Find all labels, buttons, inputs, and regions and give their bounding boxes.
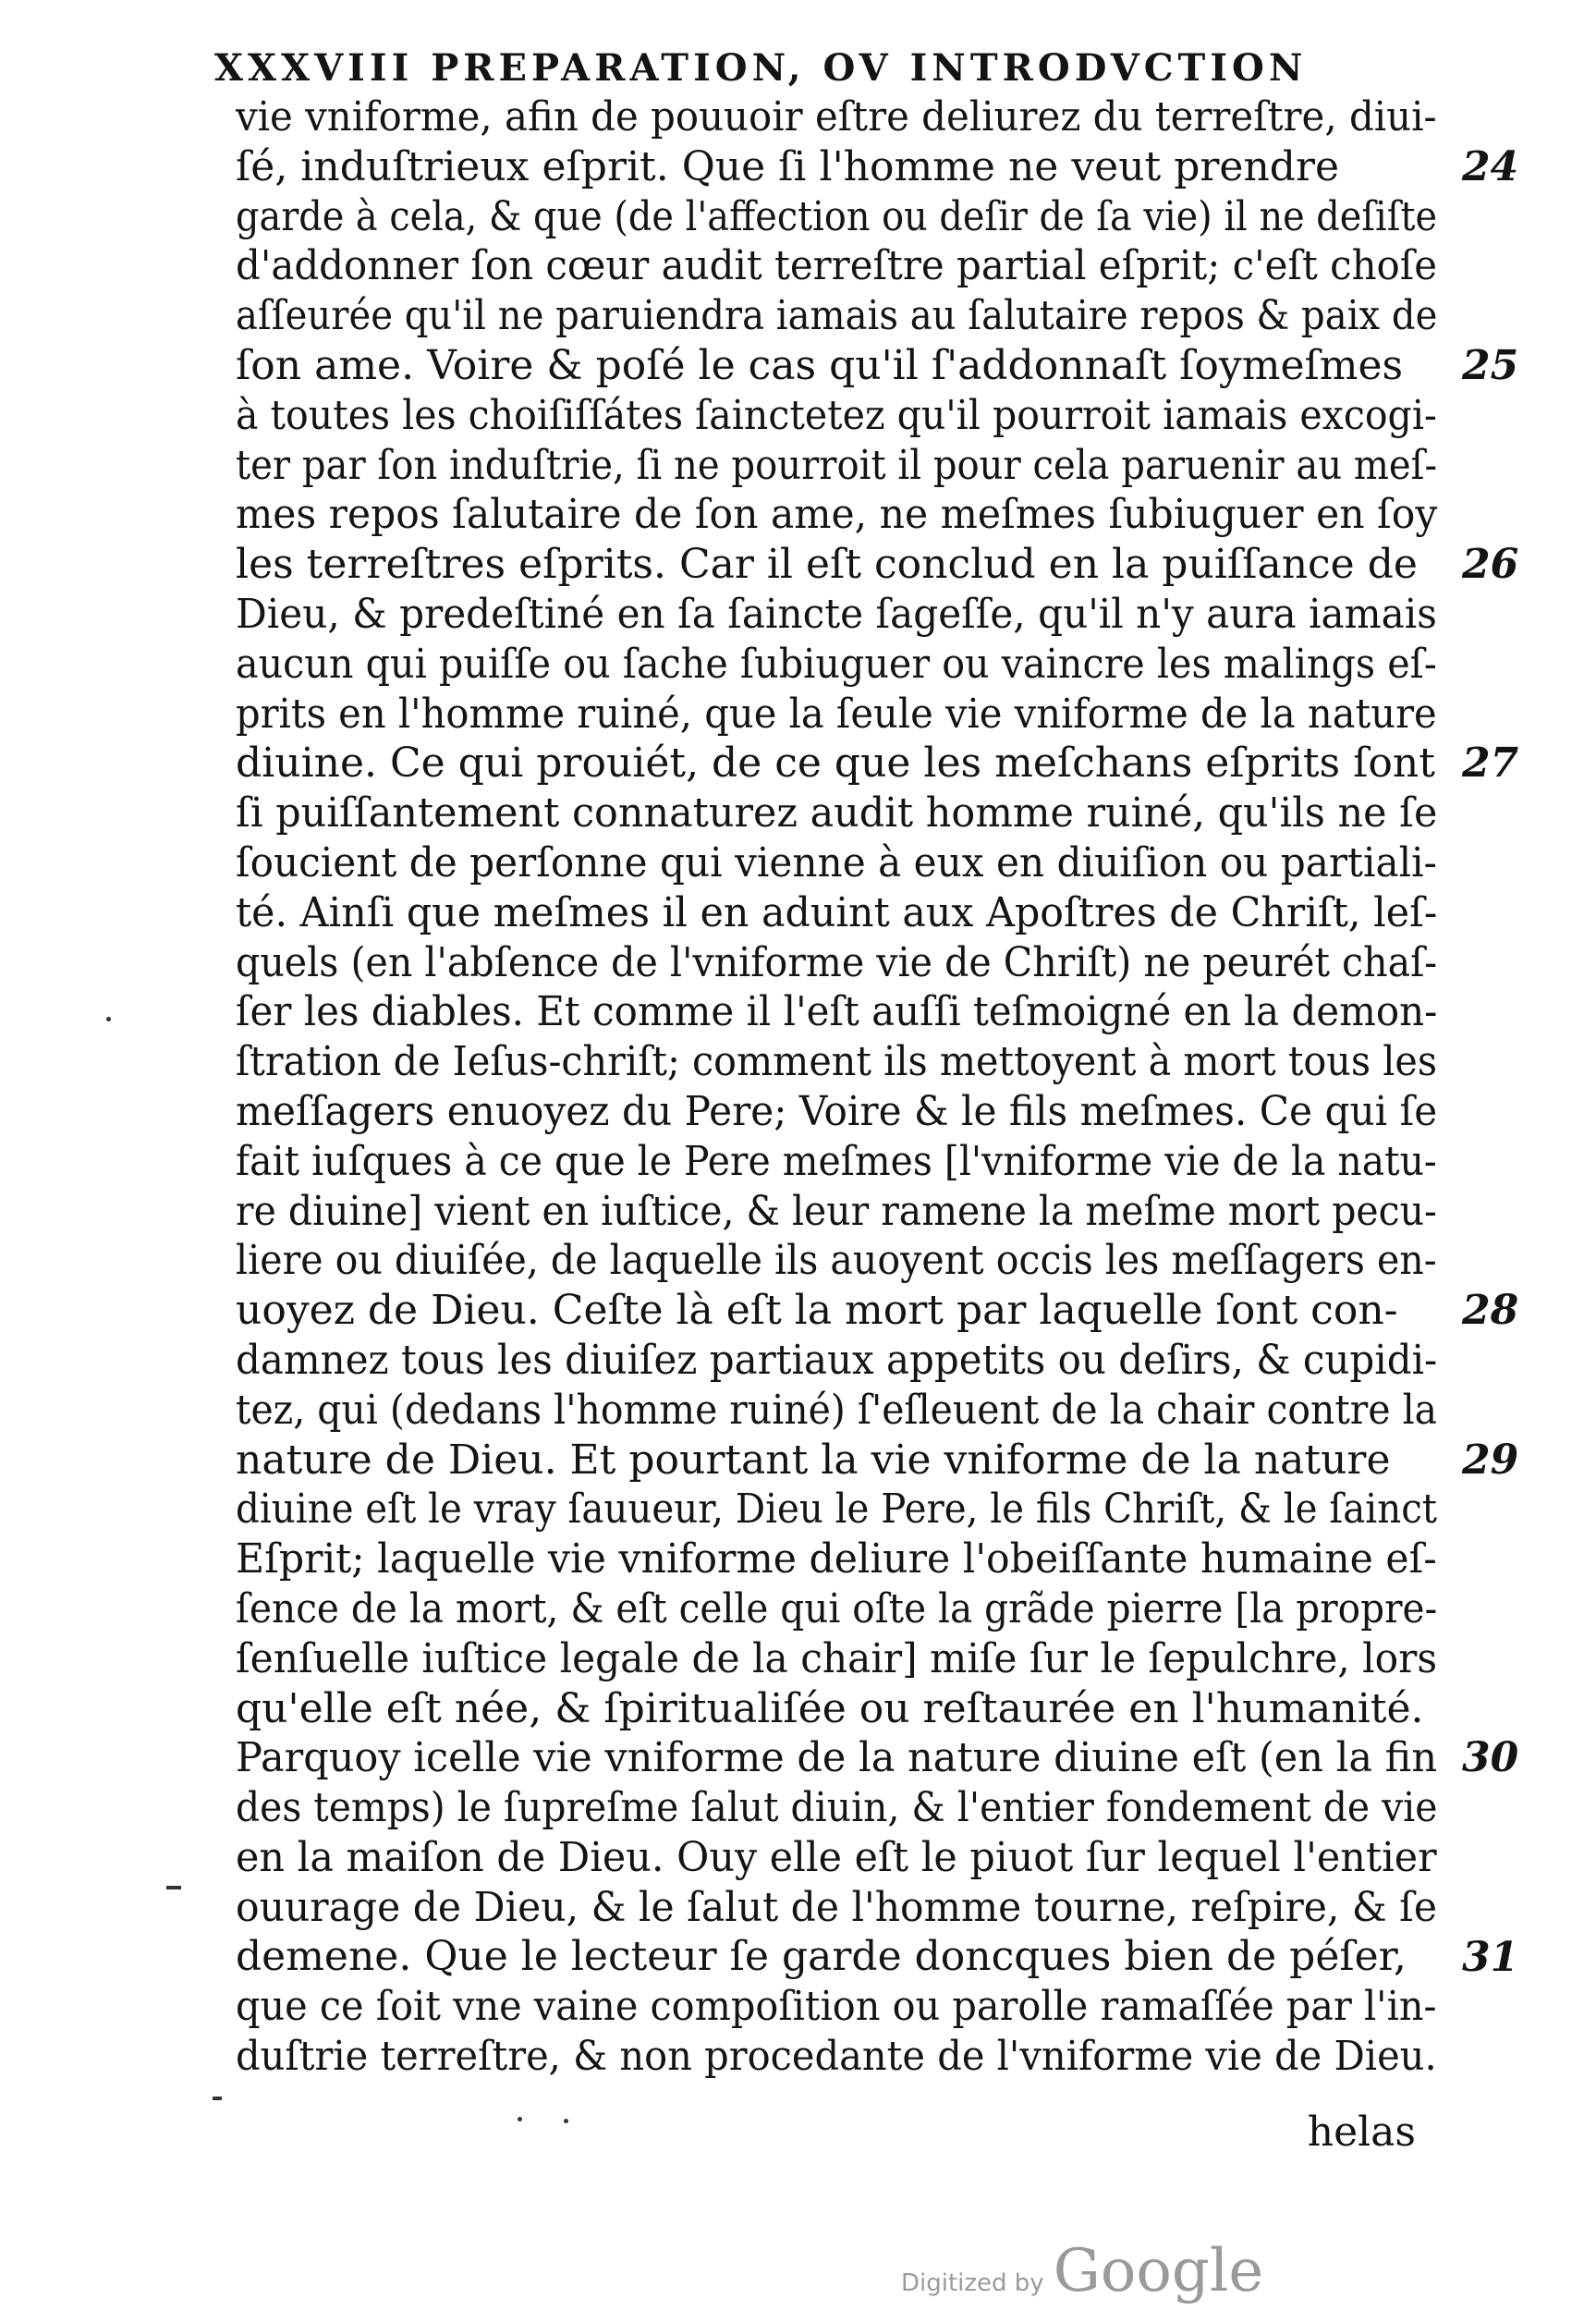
text-line: qu'elle eſt née, & ſpiritualiſée ou reſtaurée en l'humanité. bbox=[236, 1684, 1424, 1732]
margin-number: 26 bbox=[1462, 541, 1519, 589]
text-line: Eſprit; laquelle vie vniforme deliure l'obeiſſante humaine eſ- bbox=[236, 1535, 1437, 1583]
digitized-watermark bbox=[901, 2237, 1263, 2305]
text-line: ter par ſon induſtrie, ſi ne pourroit il pour cela paruenir au meſ- bbox=[236, 441, 1438, 489]
text-line: Dieu, & predeſtiné en ſa ſaincte ſageſſe, qu'il n'y aura iamais bbox=[236, 590, 1437, 638]
text-line: ſtration de Ieſus-chriſt; comment ils mettoyent à mort tous les bbox=[236, 1038, 1438, 1086]
text-line: aucun qui puiſſe ou ſache ſubiuguer ou vaincre les malings eſ- bbox=[236, 640, 1437, 688]
text-line: uoyez de Dieu. Ceſte là eſt la mort par laquelle ſont con- bbox=[236, 1287, 1398, 1335]
text-line: des temps) le ſupreſme ſalut diuin, & l'entier fondement de vie bbox=[236, 1784, 1438, 1832]
watermark-prefix: Digitized by bbox=[901, 2269, 1044, 2297]
margin-number: 24 bbox=[1462, 142, 1519, 190]
text-line: ſer les diables. Et comme il l'eſt auſſi teſmoigné en la demon- bbox=[236, 988, 1438, 1036]
text-line: prits en l'homme ruiné, que la ſeule vie vniforme de la nature bbox=[236, 690, 1437, 738]
text-line: ſi puiſſantement connaturez audit homme ruiné, qu'ils ne ſe bbox=[236, 789, 1438, 838]
stray-mark bbox=[518, 2117, 522, 2121]
text-line: fait iuſques à ce que le Pere meſmes [l'vniforme vie de la natu- bbox=[236, 1137, 1437, 1185]
google-logo-text: Google bbox=[1053, 2237, 1264, 2305]
stray-mark bbox=[564, 2119, 568, 2123]
text-line: aſſeurée qu'il ne paruiendra iamais au ſalutaire repos & paix de bbox=[236, 292, 1438, 340]
text-line: que ce ſoit vne vaine compoſition ou parolle ramaſſée par l'in- bbox=[236, 1983, 1437, 2031]
margin-number: 30 bbox=[1462, 1734, 1519, 1782]
margin-number: 29 bbox=[1462, 1436, 1519, 1484]
text-line: quels (en l'abſence de l'vniforme vie de Chriſt) ne peurét chaſ- bbox=[236, 938, 1438, 986]
text-line: vie vniforme, afin de pouuoir eſtre deliurez du terreſtre, diui- bbox=[236, 93, 1437, 141]
stray-mark bbox=[106, 1017, 111, 1021]
text-line: té. Ainſi que meſmes il en aduint aux Apoſtres de Chriſt, leſ- bbox=[236, 888, 1438, 936]
margin-number: 28 bbox=[1462, 1287, 1519, 1335]
text-line: mes repos ſalutaire de ſon ame, ne meſmes ſubiuguer en ſoy bbox=[236, 491, 1438, 539]
text-line: liere ou diuiſée, de laquelle ils auoyent occis les meſſagers en- bbox=[236, 1237, 1437, 1285]
catchword: helas bbox=[1307, 2109, 1416, 2156]
text-line: les terreſtres eſprits. Car il eſt conclud en la puiſſance de bbox=[236, 541, 1418, 589]
text-line: damnez tous les diuiſez partiaux appetits ou deſirs, & cupidi- bbox=[236, 1336, 1438, 1384]
text-line: ſon ame. Voire & poſé le cas qu'il ſ'addonnaſt ſoymeſmes bbox=[236, 341, 1404, 389]
margin-number: 27 bbox=[1462, 740, 1519, 788]
text-line: garde à cela, & que (de l'affection ou deſir de ſa vie) il ne deſiſte bbox=[236, 192, 1438, 240]
text-line: à toutes les choiſiſſátes ſainctetez qu'il pourroit iamais excogi- bbox=[236, 391, 1437, 439]
text-line: tez, qui (dedans l'homme ruiné) ſ'eſleuent de la chair contre la bbox=[236, 1386, 1438, 1434]
text-line: duſtrie terreſtre, & non procedante de l'vniforme vie de Dieu. bbox=[236, 2033, 1437, 2081]
text-line: d'addonner ſon cœur audit terreſtre partial eſprit; c'eſt choſe bbox=[236, 242, 1438, 290]
text-line: Parquoy icelle vie vniforme de la nature diuine eſt (en la fin bbox=[236, 1734, 1438, 1782]
text-line: nature de Dieu. Et pourtant la vie vniforme de la nature bbox=[236, 1436, 1391, 1484]
text-line: re diuine] vient en iuſtice, & leur ramene la meſme mort pecu- bbox=[236, 1187, 1437, 1235]
text-line: ſé, induſtrieux eſprit. Que ſi l'homme ne veut prendre bbox=[236, 142, 1340, 190]
body-text bbox=[236, 92, 1437, 2082]
text-line: meſſagers enuoyez du Pere; Voire & le fils meſmes. Ce qui ſe bbox=[236, 1087, 1438, 1135]
text-line: en la maiſon de Dieu. Ouy elle eſt le piuot ſur lequel l'entier bbox=[236, 1833, 1437, 1881]
text-line: diuine eſt le vray ſauueur, Dieu le Pere, le fils Chriſt, & le ſainct bbox=[236, 1486, 1437, 1534]
text-line: demene. Que le lecteur ſe garde doncques bien de péſer, bbox=[236, 1933, 1407, 1981]
margin-number: 25 bbox=[1462, 342, 1519, 389]
text-line: ouurage de Dieu, & le ſalut de l'homme tourne, reſpire, & ſe bbox=[236, 1883, 1438, 1931]
text-line: ſoucient de perſonne qui vienne à eux en diuiſion ou partiali- bbox=[236, 838, 1437, 886]
margin-number: 31 bbox=[1462, 1933, 1519, 1981]
stray-mark bbox=[213, 2097, 222, 2100]
stray-mark bbox=[166, 1886, 181, 1889]
text-line: ſenſuelle iuſtice legale de la chair] miſe ſur le ſepulchre, lors bbox=[236, 1634, 1438, 1682]
running-head: XXXVIII PREPARATION, OV INTRODVCTION bbox=[214, 46, 1308, 90]
text-line: ſence de la mort, & eſt celle qui oſte la grãde pierre [la propre- bbox=[236, 1584, 1438, 1632]
text-line: diuine. Ce qui prouiét, de ce que les meſchans eſprits ſont bbox=[236, 740, 1435, 788]
